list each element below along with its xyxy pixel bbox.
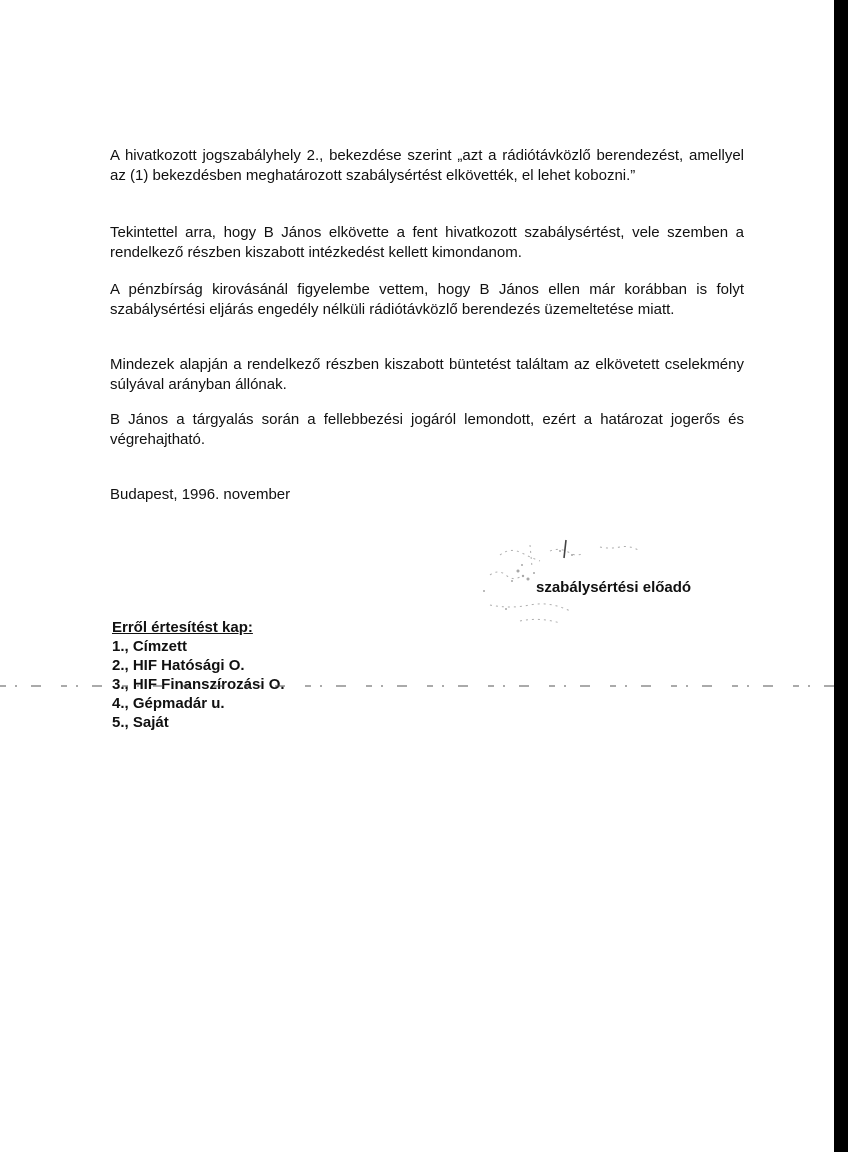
paragraph-legal-reference: A hivatkozott jogszabályhely 2., bekezdése szerint „azt a rádiótávközlő berendezést, amellyel az (1) bekezdésben meghatározott szabálysértést elkövették, el lehet kobozni.” xyxy=(110,147,744,184)
paragraph-fine-reasoning: A pénzbírság kirovásánál figyelembe vettem, hogy B János ellen már korábban is folyt szabálysértési eljárás engedély nélküli rádiótávközlő berendezés üzemeltetése miatt. xyxy=(110,281,744,318)
distribution-list xyxy=(112,618,285,732)
paragraph-offense: Tekintettel arra, hogy B János elkövette a fent hivatkozott szabálysértést, vele szemben a rendelkező részben kiszabott intézkedést kellett kimondanom. xyxy=(110,224,744,261)
scan-border xyxy=(834,0,848,1152)
scan-artifact-line xyxy=(0,685,834,687)
date-line: Budapest, 1996. november xyxy=(110,486,291,503)
paragraph-finality: B János a tárgyalás során a fellebbezési jogáról lemondott, ezért a határozat jogerős és végrehajtható. xyxy=(110,411,744,448)
distribution-item: 3., HIF Finanszírozási O. xyxy=(112,676,285,693)
signer-title: szabálysértési előadó xyxy=(536,579,692,596)
distribution-item: 5., Saját xyxy=(112,714,169,731)
distribution-title: Erről értesítést kap: xyxy=(112,619,253,636)
paragraph-penalty: Mindezek alapján a rendelkező részben kiszabott büntetést találtam az elkövetett cselekmény súlyával arányban állónak. xyxy=(110,356,744,393)
distribution-item: 4., Gépmadár u. xyxy=(112,695,225,712)
distribution-item: 1., Címzett xyxy=(112,638,188,655)
signature-block xyxy=(440,535,740,635)
distribution-item: 2., HIF Hatósági O. xyxy=(112,657,245,674)
